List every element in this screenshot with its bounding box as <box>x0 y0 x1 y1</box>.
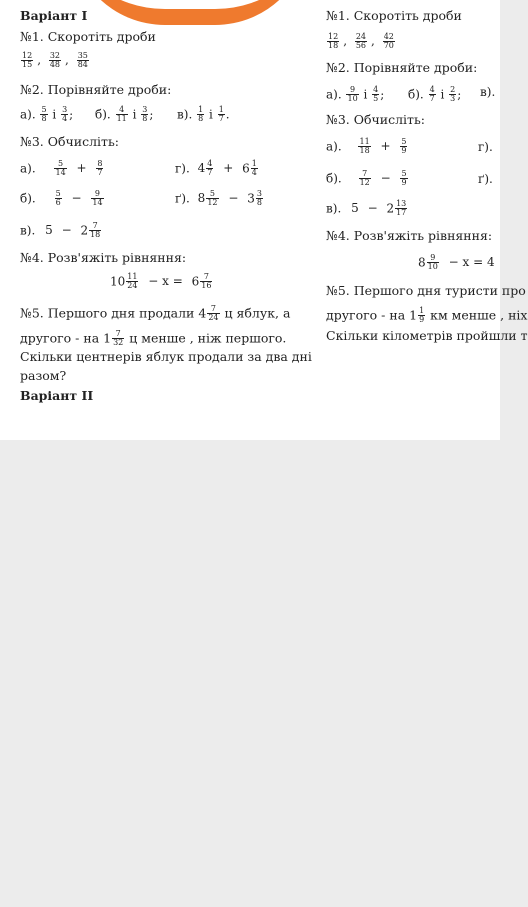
r-task2-item-v: в). <box>480 85 496 99</box>
r-task2-item-a: а). $\frac{9}{10}$ і $\frac{4}{5}$ ; <box>326 85 385 104</box>
r-task3-item-a: а). $\frac{11}{18}$ + $\frac{5}{9}$ <box>326 137 407 156</box>
task2-item-v: в). $\frac{1}{8}$ і $\frac{1}{7}$ . <box>177 105 230 124</box>
r-task1-title: №1. Скоротіть дроби <box>326 8 462 23</box>
r-task3-title: №3. Обчисліть: <box>326 112 425 127</box>
r-task4-title: №4. Розв'яжіть рівняння: <box>326 228 493 243</box>
task3-item-g: г). 4 $\frac{4}{7}$ + 6 $\frac{1}{4}$ <box>175 159 257 178</box>
task5-line-2: другого - на 1 $\frac{7}{32}$ ц менше , ніж першого. <box>20 329 287 348</box>
fraction: $\frac{32}{48}$ <box>49 51 61 70</box>
task5-line-1: №5. Першого дня продали 4 $\frac{7}{24}$ ц яблук, а <box>20 304 291 323</box>
worksheet-page <box>0 0 528 440</box>
fraction: $\frac{12}{15}$ <box>22 51 33 70</box>
task2-item-a: а). $\frac{5}{8}$ і $\frac{3}{4}$ ; <box>20 105 74 124</box>
task3-item-a: а). $\frac{5}{14}$ + $\frac{8}{7}$ <box>20 159 103 178</box>
task3-item-v: в). 5 − 2 $\frac{7}{18}$ <box>20 221 101 240</box>
r-task2-title: №2. Порівняйте дроби: <box>326 60 478 75</box>
variant-1-title: Варіант І <box>20 8 88 23</box>
task4-title: №4. Розв'яжіть рівняння: <box>20 250 187 265</box>
task3-item-gg: ґ). 8 $\frac{5}{12}$ − 3 $\frac{3}{8}$ <box>175 189 262 208</box>
task2-item-b: б). $\frac{4}{11}$ і $\frac{3}{8}$ ; <box>95 105 154 124</box>
r-task5-line-1: №5. Першого дня туристи про <box>326 283 526 298</box>
variant-2-title: Варіант ІІ <box>20 388 94 403</box>
task3-item-b: б). $\frac{5}{6}$ − $\frac{9}{14}$ <box>20 189 103 208</box>
task2-title: №2. Порівняйте дроби: <box>20 82 172 97</box>
task3-title: №3. Обчисліть: <box>20 134 119 149</box>
task5-line-4: разом? <box>20 368 67 383</box>
r-task2-item-b: б). $\frac{4}{7}$ і $\frac{2}{3}$ ; <box>408 85 462 104</box>
task1-fractions: $\frac{12}{15}$ , $\frac{32}{48}$ , $\frac{35}{84}$ <box>22 51 88 70</box>
r-task3-item-b: б). $\frac{7}{12}$ − $\frac{5}{9}$ <box>326 169 407 188</box>
r-task3-item-g: г). <box>478 140 493 154</box>
task5-line-3: Скільки центнерів яблук продали за два дні <box>20 349 312 364</box>
r-task1-fractions: $\frac{12}{18}$ , $\frac{24}{56}$ , $\frac{42}{70}$ <box>328 32 394 51</box>
r-task5-line-2: другого - на 1 $\frac{1}{9}$ км менше , ніх <box>326 306 528 325</box>
r-task5-line-3: Скільки кілометрів пройшли т <box>326 328 528 343</box>
r-task3-item-v: в). 5 − 2 $\frac{13}{17}$ <box>326 199 407 218</box>
fraction: $\frac{35}{84}$ <box>77 51 88 70</box>
task4-equation: 10 $\frac{11}{24}$ − x = 6 $\frac{7}{16}$ <box>110 272 212 291</box>
r-task4-equation: 8 $\frac{9}{10}$ − x = 4 <box>418 253 495 272</box>
decorative-orange-arc <box>70 0 310 25</box>
r-task3-item-gg: ґ). <box>478 172 493 186</box>
task1-title: №1. Скоротіть дроби <box>20 29 156 44</box>
